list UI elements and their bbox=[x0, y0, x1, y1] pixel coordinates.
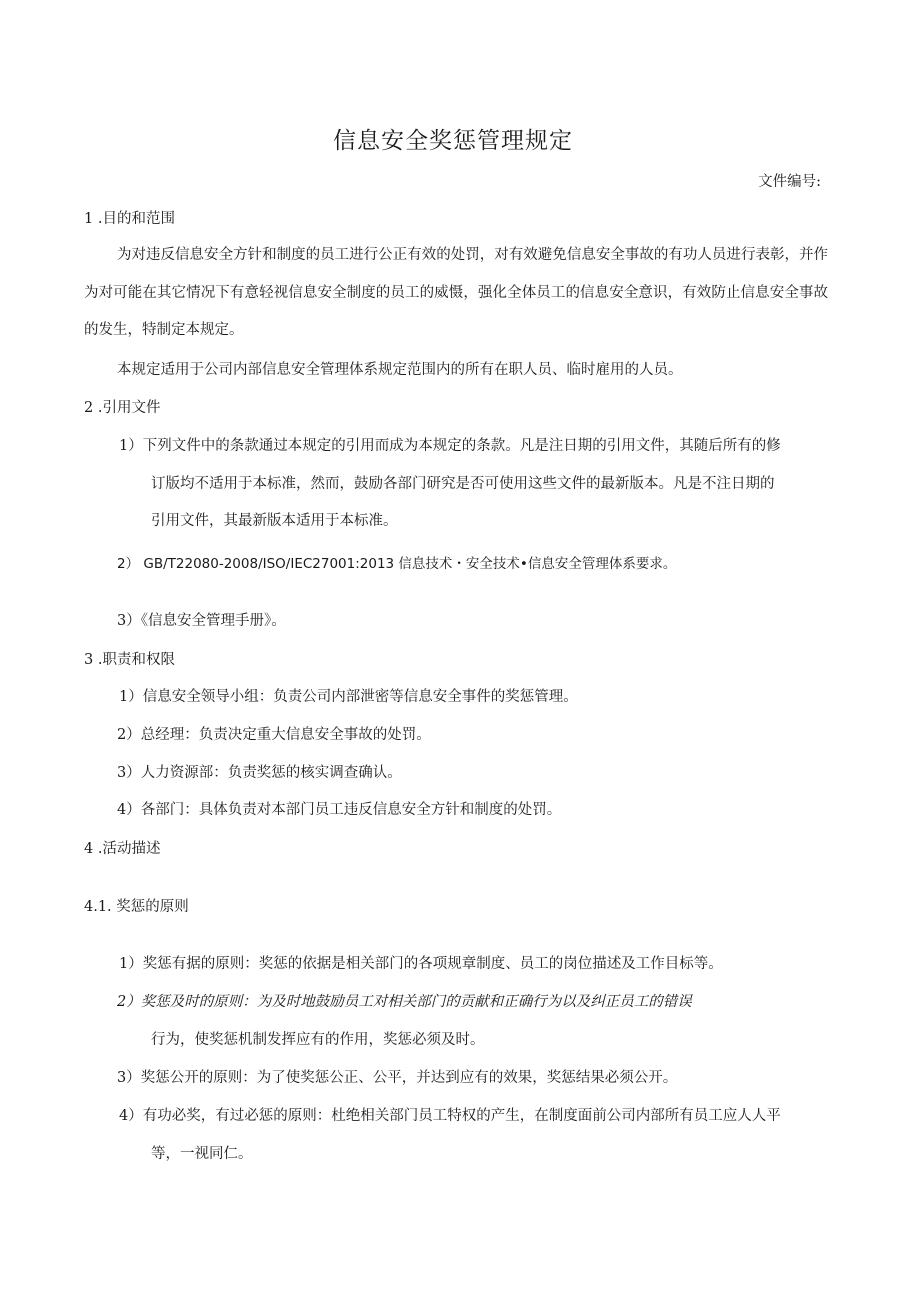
section-3-item-2: 2）总经理：负责决定重大信息安全事故的处罚。 bbox=[117, 727, 431, 743]
section-2-heading: 2 .引用文件 bbox=[84, 400, 161, 416]
principle-4-line-1: 4）有功必奖，有过必惩的原则：杜绝相关部门员工特权的产生，在制度面前公司内部所有员工应人人平 bbox=[119, 1108, 781, 1124]
principle-3: 3）奖惩公开的原则：为了使奖惩公正、公平，并达到应有的效果，奖惩结果必须公开。 bbox=[117, 1070, 678, 1086]
section-4-heading: 4 .活动描述 bbox=[84, 841, 161, 857]
section-3-item-3: 3）人力资源部：负责奖惩的核实调查确认。 bbox=[117, 765, 402, 781]
principle-4-line-2: 等，一视同仁。 bbox=[151, 1146, 253, 1162]
principle-2-line-2: 行为，使奖惩机制发挥应有的作用，奖惩必须及时。 bbox=[151, 1032, 485, 1048]
section-1-paragraph-1 bbox=[84, 237, 828, 350]
principle-2-line-1: 2）奖惩及时的原则：为及时地鼓励员工对相关部门的贡献和正确行为以及纠正员工的错误 bbox=[117, 994, 692, 1010]
paragraph-text: 为对违反信息安全方针和制度的员工进行公正有效的处罚，对有效避免信息安全事故的有功人员进行表彰，并作为对可能在其它情况下有意轻视信息安全制度的员工的威慑，强化全体员工的信息安全意识，有效防止信息安全事故的发生，特制定本规定。 bbox=[84, 247, 828, 338]
section-2-item-1-line-2: 订版均不适用于本标准，然而，鼓励各部门研究是否可使用这些文件的最新版本。凡是不注日期的 bbox=[151, 476, 775, 492]
section-2-item-1-line-1: 1）下列文件中的条款通过本规定的引用而成为本规定的条款。凡是注日期的引用文件，其随后所有的修 bbox=[119, 438, 781, 454]
principle-1: 1）奖惩有据的原则：奖惩的依据是相关部门的各项规章制度、员工的岗位描述及工作目标等。 bbox=[119, 956, 723, 972]
section-4-1-heading: 4.1. 奖惩的原则 bbox=[84, 899, 189, 915]
section-3-heading: 3 .职责和权限 bbox=[84, 652, 175, 668]
section-1-heading: 1 .目的和范围 bbox=[84, 211, 175, 227]
section-2-item-1-line-3: 引用文件，其最新版本适用于本标准。 bbox=[151, 513, 398, 529]
document-title: 信息安全奖惩管理规定 bbox=[333, 128, 573, 154]
section-2-item-2: 2） GB/T22080-2008/ISO/IEC27001:2013 信息技术・安全技术•信息安全管理体系要求。 bbox=[117, 556, 677, 572]
section-1-paragraph-2: 本规定适用于公司内部信息安全管理体系规定范围内的所有在职人员、临时雇用的人员。 bbox=[117, 362, 683, 378]
section-3-item-1: 1）信息安全领导小组：负责公司内部泄密等信息安全事件的奖惩管理。 bbox=[119, 689, 578, 705]
doc-number-label: 文件编号: bbox=[758, 174, 821, 190]
section-2-item-3: 3）《信息安全管理手册》。 bbox=[117, 613, 286, 629]
section-3-item-4: 4）各部门：具体负责对本部门员工违反信息安全方针和制度的处罚。 bbox=[117, 802, 562, 818]
